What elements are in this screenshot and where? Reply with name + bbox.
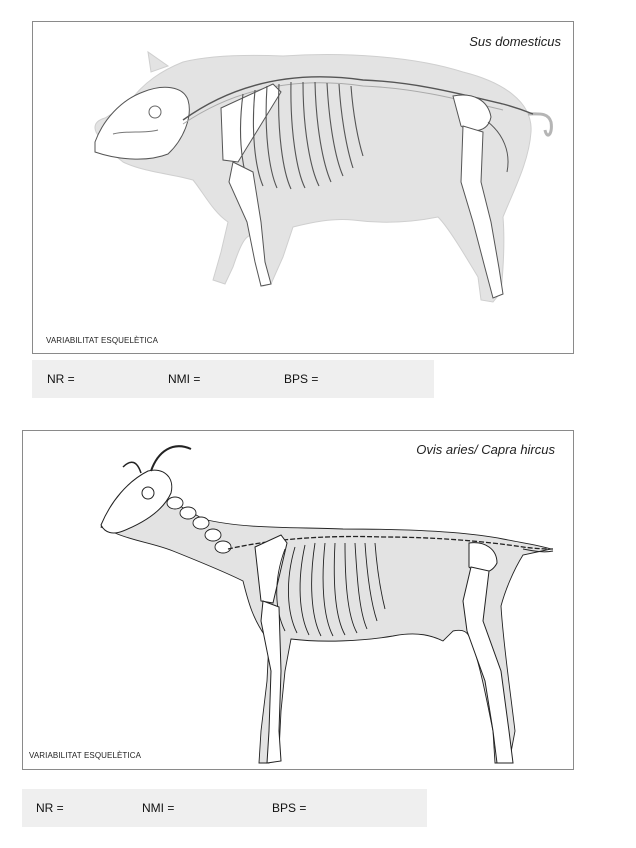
pig-skeleton-illustration (33, 22, 573, 353)
bps-label: BPS = (284, 372, 319, 386)
species-name: Ovis aries/ Capra hircus (416, 442, 555, 457)
goat-stats-bar (22, 789, 427, 827)
nmi-label: NMI = (142, 801, 175, 815)
skeletal-variability-caption: VARIABILITAT ESQUELÈTICA (29, 751, 142, 760)
nmi-label: NMI = (168, 372, 201, 386)
goat-skeleton-illustration (23, 431, 573, 769)
goat-panel (22, 430, 574, 770)
nr-label: NR = (36, 801, 64, 815)
species-name: Sus domesticus (469, 34, 561, 49)
nr-label: NR = (47, 372, 75, 386)
bps-label: BPS = (272, 801, 307, 815)
pig-stats-bar (32, 360, 434, 398)
skeletal-variability-caption: VARIABILITAT ESQUELÈTICA (46, 336, 159, 345)
pig-panel (32, 21, 574, 354)
